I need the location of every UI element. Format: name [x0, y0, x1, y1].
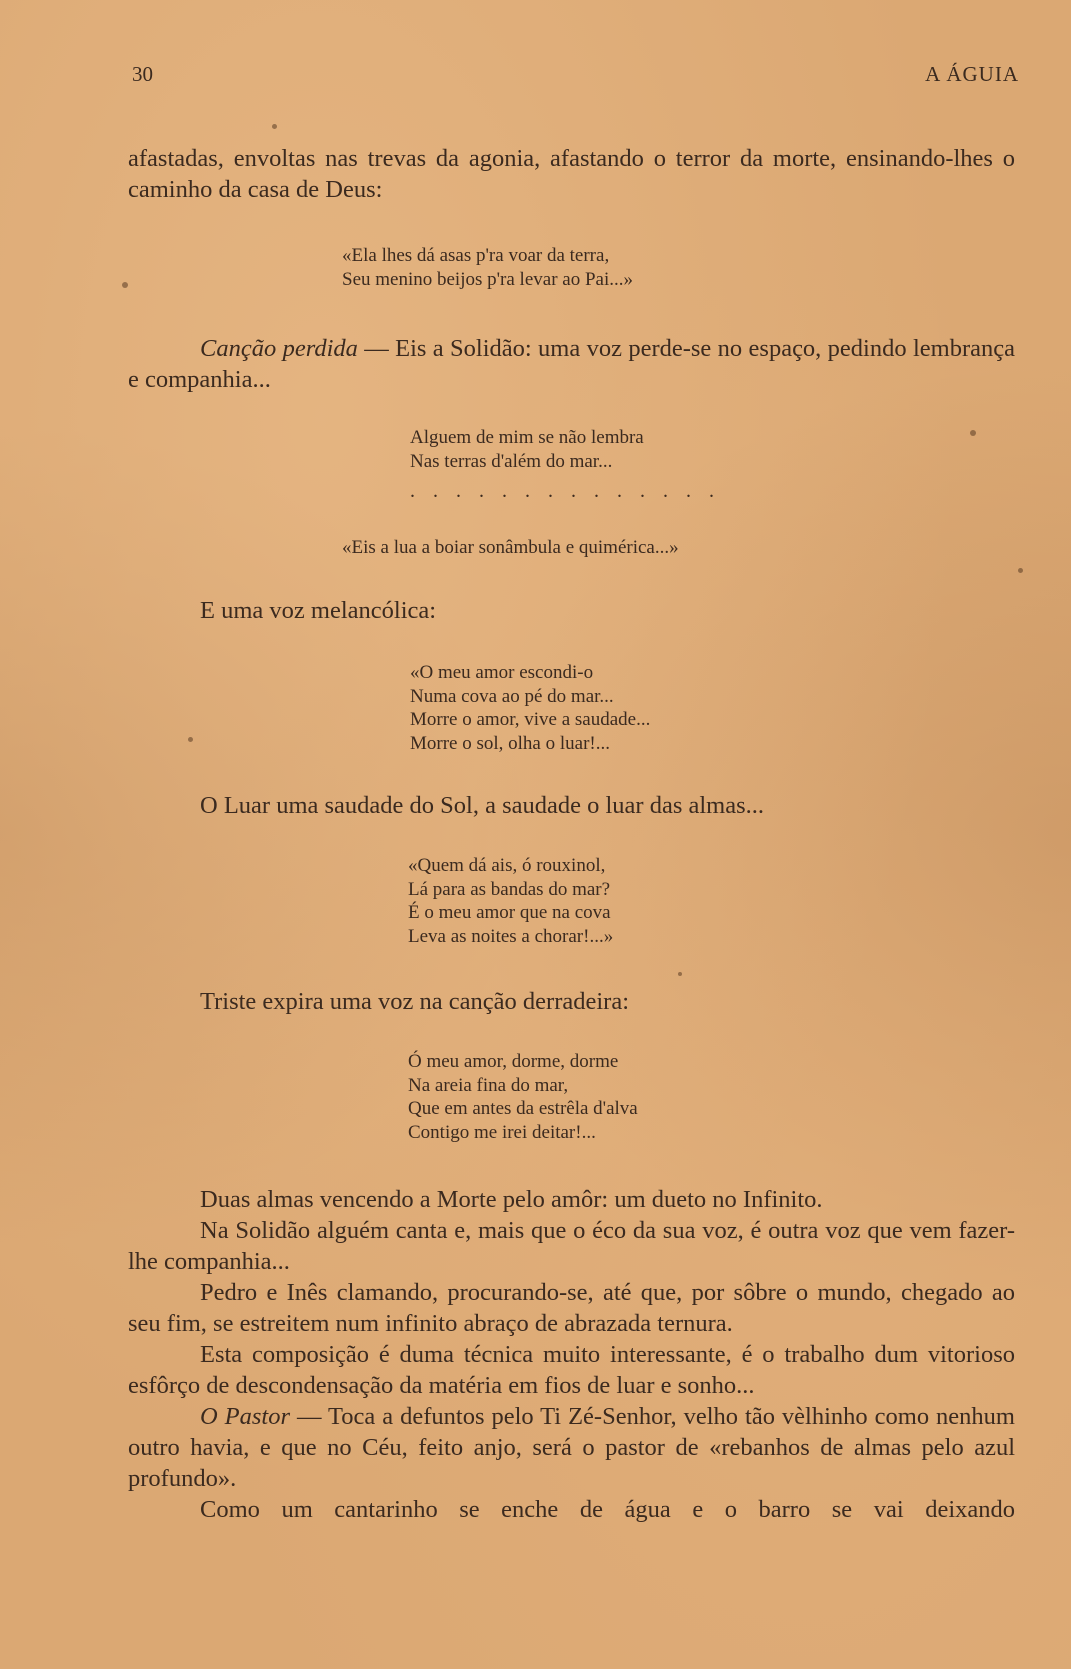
- foxing-spot: [122, 282, 128, 288]
- foxing-spot: [272, 124, 277, 129]
- page-number: 30: [132, 62, 153, 86]
- foxing-spot: [678, 972, 682, 976]
- verse-line: Na areia fina do mar,: [408, 1074, 569, 1096]
- page-header: [128, 62, 1019, 92]
- verse-o-meu-amor-dorme: [408, 1050, 638, 1144]
- verse-line: «Eis a lua a boiar sonâmbula e quimérica...»: [342, 537, 679, 558]
- verse-line: Numa cova ao pé do mar...: [410, 685, 614, 707]
- paragraph-solidao: Na Solidão alguém canta e, mais que o éco da sua voz, é outra voz que vem fazer-lhe companhia...: [128, 1217, 1015, 1275]
- section-title: O Pastor: [200, 1403, 291, 1430]
- verse-line: Contigo me irei deitar!...: [408, 1121, 596, 1143]
- section-text: — Eis a Solidão: uma voz perde-se no espaço, pedindo lembrança e companhia...: [128, 335, 1015, 393]
- verse-line: Seu menino beijos p'ra levar ao Pai...»: [342, 268, 633, 290]
- verse-line: Lá para as bandas do mar?: [408, 878, 611, 900]
- verse-line: Que em antes da estrêla d'alva: [408, 1098, 638, 1119]
- verse-line: «Ela lhes dá asas p'ra voar da terra,: [342, 245, 610, 266]
- running-title: A ÁGUIA: [925, 62, 1019, 86]
- verse-line: «Quem dá ais, ó rouxinol,: [408, 855, 606, 876]
- ellipsis-dots: . . . . . . . . . . . . . .: [410, 480, 721, 502]
- paragraph-cantarinho: Como um cantarinho se enche de água e o barro se vai deixando: [200, 1496, 1015, 1523]
- section-title: Canção perdida: [200, 335, 358, 362]
- verse-line: É o meu amor que na cova: [408, 902, 611, 923]
- paragraph-composicao: Esta composição é duma técnica muito interessante, é o trabalho dum vitorioso esfôrço de descondensação da matéria em fios de luar e sonho...: [128, 1341, 1015, 1399]
- verse-line: Morre o amor, vive a saudade...: [410, 709, 651, 730]
- paragraph-triste-expira: Triste expira uma voz na canção derradeira:: [200, 988, 630, 1015]
- verse-o-meu-amor: [410, 661, 650, 755]
- paragraph-pedro-e-ines: Pedro e Inês clamando, procurando-se, até que, por sôbre o mundo, chegado ao seu fim, se estreitem num infinito abraço de abrazada ternura.: [128, 1279, 1015, 1337]
- foxing-spot: [188, 737, 193, 742]
- paragraph-intro: afastadas, envoltas nas trevas da agonia, afastando o terror da morte, ensinando-lhes o caminho da casa de Deus:: [128, 145, 1015, 203]
- section-text: — Toca a defuntos pelo Ti Zé-Senhor, velho tão vèlhinho como nenhum outro havia, e que no Céu, feito anjo, será o pastor de «rebanhos de almas pelo azul profundo».: [128, 1403, 1015, 1492]
- verse-alguem: [410, 426, 644, 473]
- verse-eis-a-lua: [342, 536, 679, 560]
- paragraph-block-final: [128, 1184, 1015, 1525]
- foxing-spot: [970, 430, 976, 436]
- verse-quem-da-ais: [408, 854, 613, 948]
- paragraph-voz-melancolica: E uma voz melancólica:: [200, 597, 437, 624]
- paragraph-luar: O Luar uma saudade do Sol, a saudade o luar das almas...: [200, 792, 765, 819]
- verse-line: «O meu amor escondi-o: [410, 662, 594, 683]
- verse-ela-lhes: [342, 244, 633, 291]
- verse-line: Leva as noites a chorar!...»: [408, 925, 614, 947]
- paragraph-o-pastor: [128, 1401, 1015, 1494]
- verse-line: Alguem de mim se não lembra: [410, 427, 644, 448]
- verse-line: Nas terras d'além do mar...: [410, 450, 613, 472]
- verse-line: Morre o sol, olha o luar!...: [410, 732, 610, 754]
- paragraph-cancao-perdida: [128, 333, 1015, 395]
- paragraph-dueto: Duas almas vencendo a Morte pelo amôr: um dueto no Infinito.: [200, 1186, 823, 1213]
- foxing-spot: [1018, 568, 1023, 573]
- verse-line: Ó meu amor, dorme, dorme: [408, 1051, 619, 1072]
